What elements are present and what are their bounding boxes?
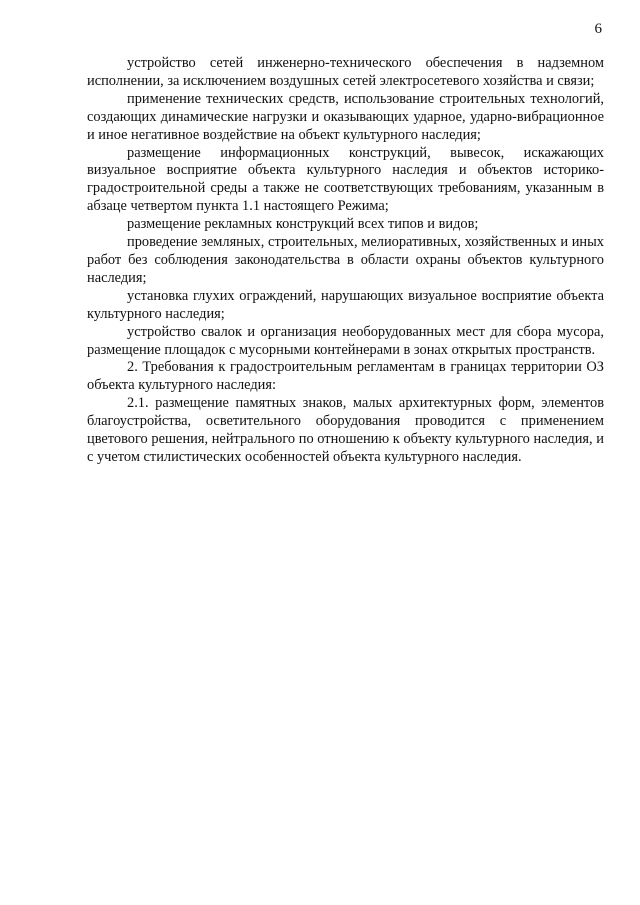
- paragraph: 2.1. размещение памятных знаков, малых архитектурных форм, элементов благоустройства, осветительного оборудования проводится с применением цветового решения, нейтрального по отношению к объекту культурного наследия, и с учетом стилистических особенностей объекта культурного наследия.: [87, 395, 604, 465]
- paragraph: устройство свалок и организация необорудованных мест для сбора мусора, размещение площадок с мусорными контейнерами в зонах открытых пространств.: [87, 323, 604, 358]
- paragraph: размещение рекламных конструкций всех типов и видов;: [127, 216, 479, 233]
- document-body: [87, 55, 604, 467]
- paragraph: проведение земляных, строительных, мелиоративных, хозяйственных и иных работ без соблюдения законодательства в области охраны объектов культурного наследия;: [87, 234, 604, 286]
- paragraph: размещение информационных конструкций, вывесок, искажающих визуальное восприятие объекта культурного наследия и объектов историко-градостроительной среды а также не соответствующих требованиям, указанным в абзаце четвертом пункта 1.1 настоящего Режима;: [87, 144, 604, 215]
- page-number: 6: [594, 21, 602, 37]
- paragraph: применение технических средств, использование строительных технологий, создающих динамические нагрузки и оказывающих ударное, ударно-вибрационное и иное негативное воздействие на объект культурного наследия;: [87, 90, 604, 143]
- paragraph: 2. Требования к градостроительным регламентам в границах территории ОЗ объекта культурного наследия:: [87, 359, 604, 394]
- paragraph: устройство сетей инженерно-технического обеспечения в надземном исполнении, за исключением воздушных сетей электросетевого хозяйства и связи;: [87, 55, 604, 89]
- paragraph: установка глухих ограждений, нарушающих визуальное восприятие объекта культурного наследия;: [87, 287, 604, 322]
